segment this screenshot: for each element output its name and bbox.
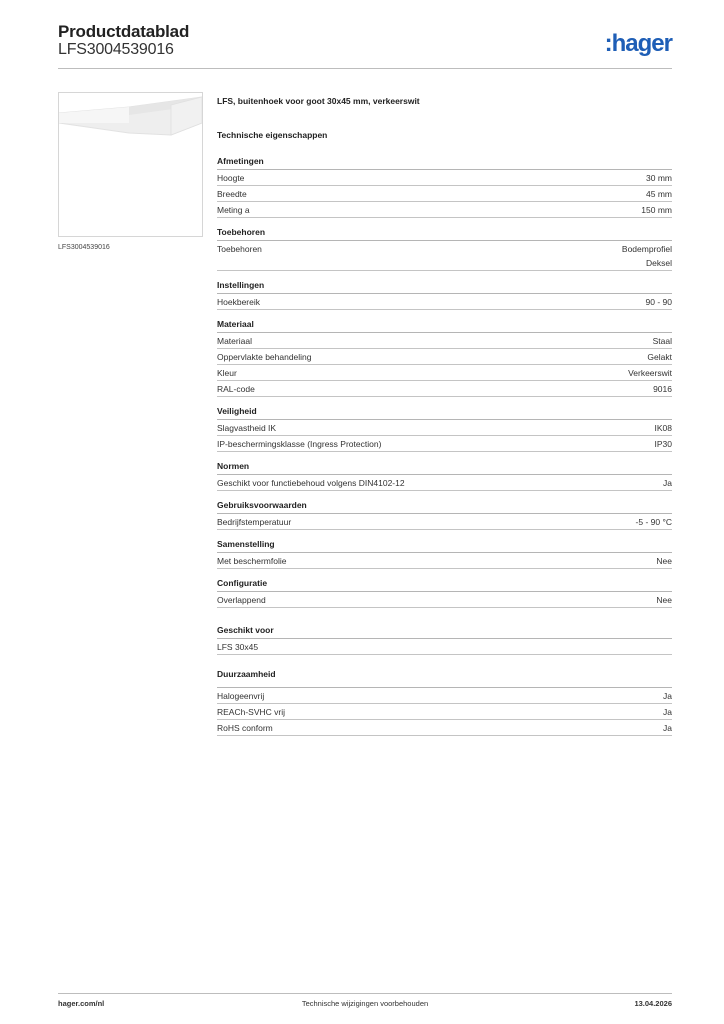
- section-veiligheid: [217, 406, 672, 452]
- section-configuratie: [217, 578, 672, 608]
- section-title: Toebehoren: [217, 227, 672, 241]
- section-title: Afmetingen: [217, 156, 672, 170]
- section-afmetingen: [217, 156, 672, 218]
- product-code: LFS3004539016: [58, 41, 174, 58]
- product-details: [217, 96, 672, 745]
- section-geschikt-voor: [217, 625, 672, 655]
- section-title: Gebruiksvoorwaarden: [217, 500, 672, 514]
- table-row: Breedte 45 mm: [217, 186, 672, 202]
- document-title: Productdatablad: [58, 22, 190, 41]
- section-title: Configuratie: [217, 578, 672, 592]
- table-row: IP-beschermingsklasse (Ingress Protection) IP30: [217, 436, 672, 452]
- table-row: REACh-SVHC vrij Ja: [217, 704, 672, 720]
- section-title: Geschikt voor: [217, 625, 672, 639]
- table-row: Kleur Verkeerswit: [217, 365, 672, 381]
- table-row: Bedrijfstemperatuur -5 - 90 °C: [217, 514, 672, 530]
- section-title: Veiligheid: [217, 406, 672, 420]
- table-row: Toebehoren Bodemprofiel Deksel: [217, 241, 672, 271]
- page-header: [58, 22, 672, 68]
- section-gebruiksvoorwaarden: [217, 500, 672, 530]
- footer-divider: [58, 993, 672, 994]
- section-title: Instellingen: [217, 280, 672, 294]
- table-row: Meting a 150 mm: [217, 202, 672, 218]
- section-materiaal: [217, 319, 672, 397]
- table-row: Halogeenvrij Ja: [217, 688, 672, 704]
- table-row: Overlappend Nee: [217, 592, 672, 608]
- table-row: Geschikt voor functiebehoud volgens DIN4102-12 Ja: [217, 475, 672, 491]
- image-caption: LFS3004539016: [58, 244, 110, 251]
- table-row: RAL-code 9016: [217, 381, 672, 397]
- section-toebehoren: [217, 227, 672, 271]
- section-title: Samenstelling: [217, 539, 672, 553]
- table-row: Met beschermfolie Nee: [217, 553, 672, 569]
- table-row: Oppervlakte behandeling Gelakt: [217, 349, 672, 365]
- hager-logo: :hager: [604, 30, 672, 57]
- footer-date: 13.04.2026: [634, 999, 672, 1008]
- section-normen: [217, 461, 672, 491]
- table-row: Hoogte 30 mm: [217, 170, 672, 186]
- section-title: Normen: [217, 461, 672, 475]
- section-duurzaamheid: [217, 669, 672, 736]
- product-image: [58, 92, 203, 237]
- tech-properties-title: Technische eigenschappen: [217, 130, 328, 140]
- table-row: RoHS conform Ja: [217, 720, 672, 736]
- section-instellingen: [217, 280, 672, 310]
- section-title: Duurzaamheid: [217, 669, 672, 688]
- page-footer: [58, 999, 672, 1011]
- footer-website-link[interactable]: hager.com/nl: [58, 999, 105, 1008]
- section-title: Materiaal: [217, 319, 672, 333]
- section-samenstelling: [217, 539, 672, 569]
- table-row: Hoekbereik 90 - 90: [217, 294, 672, 310]
- footer-disclaimer: Technische wijzigingen voorbehouden: [301, 999, 429, 1008]
- corner-piece-icon: [59, 93, 202, 236]
- table-row: Materiaal Staal: [217, 333, 672, 349]
- header-divider: [58, 68, 672, 69]
- table-row: Slagvastheid IK IK08: [217, 420, 672, 436]
- table-row: LFS 30x45: [217, 639, 672, 655]
- product-name: LFS, buitenhoek voor goot 30x45 mm, verkeerswit: [217, 96, 420, 106]
